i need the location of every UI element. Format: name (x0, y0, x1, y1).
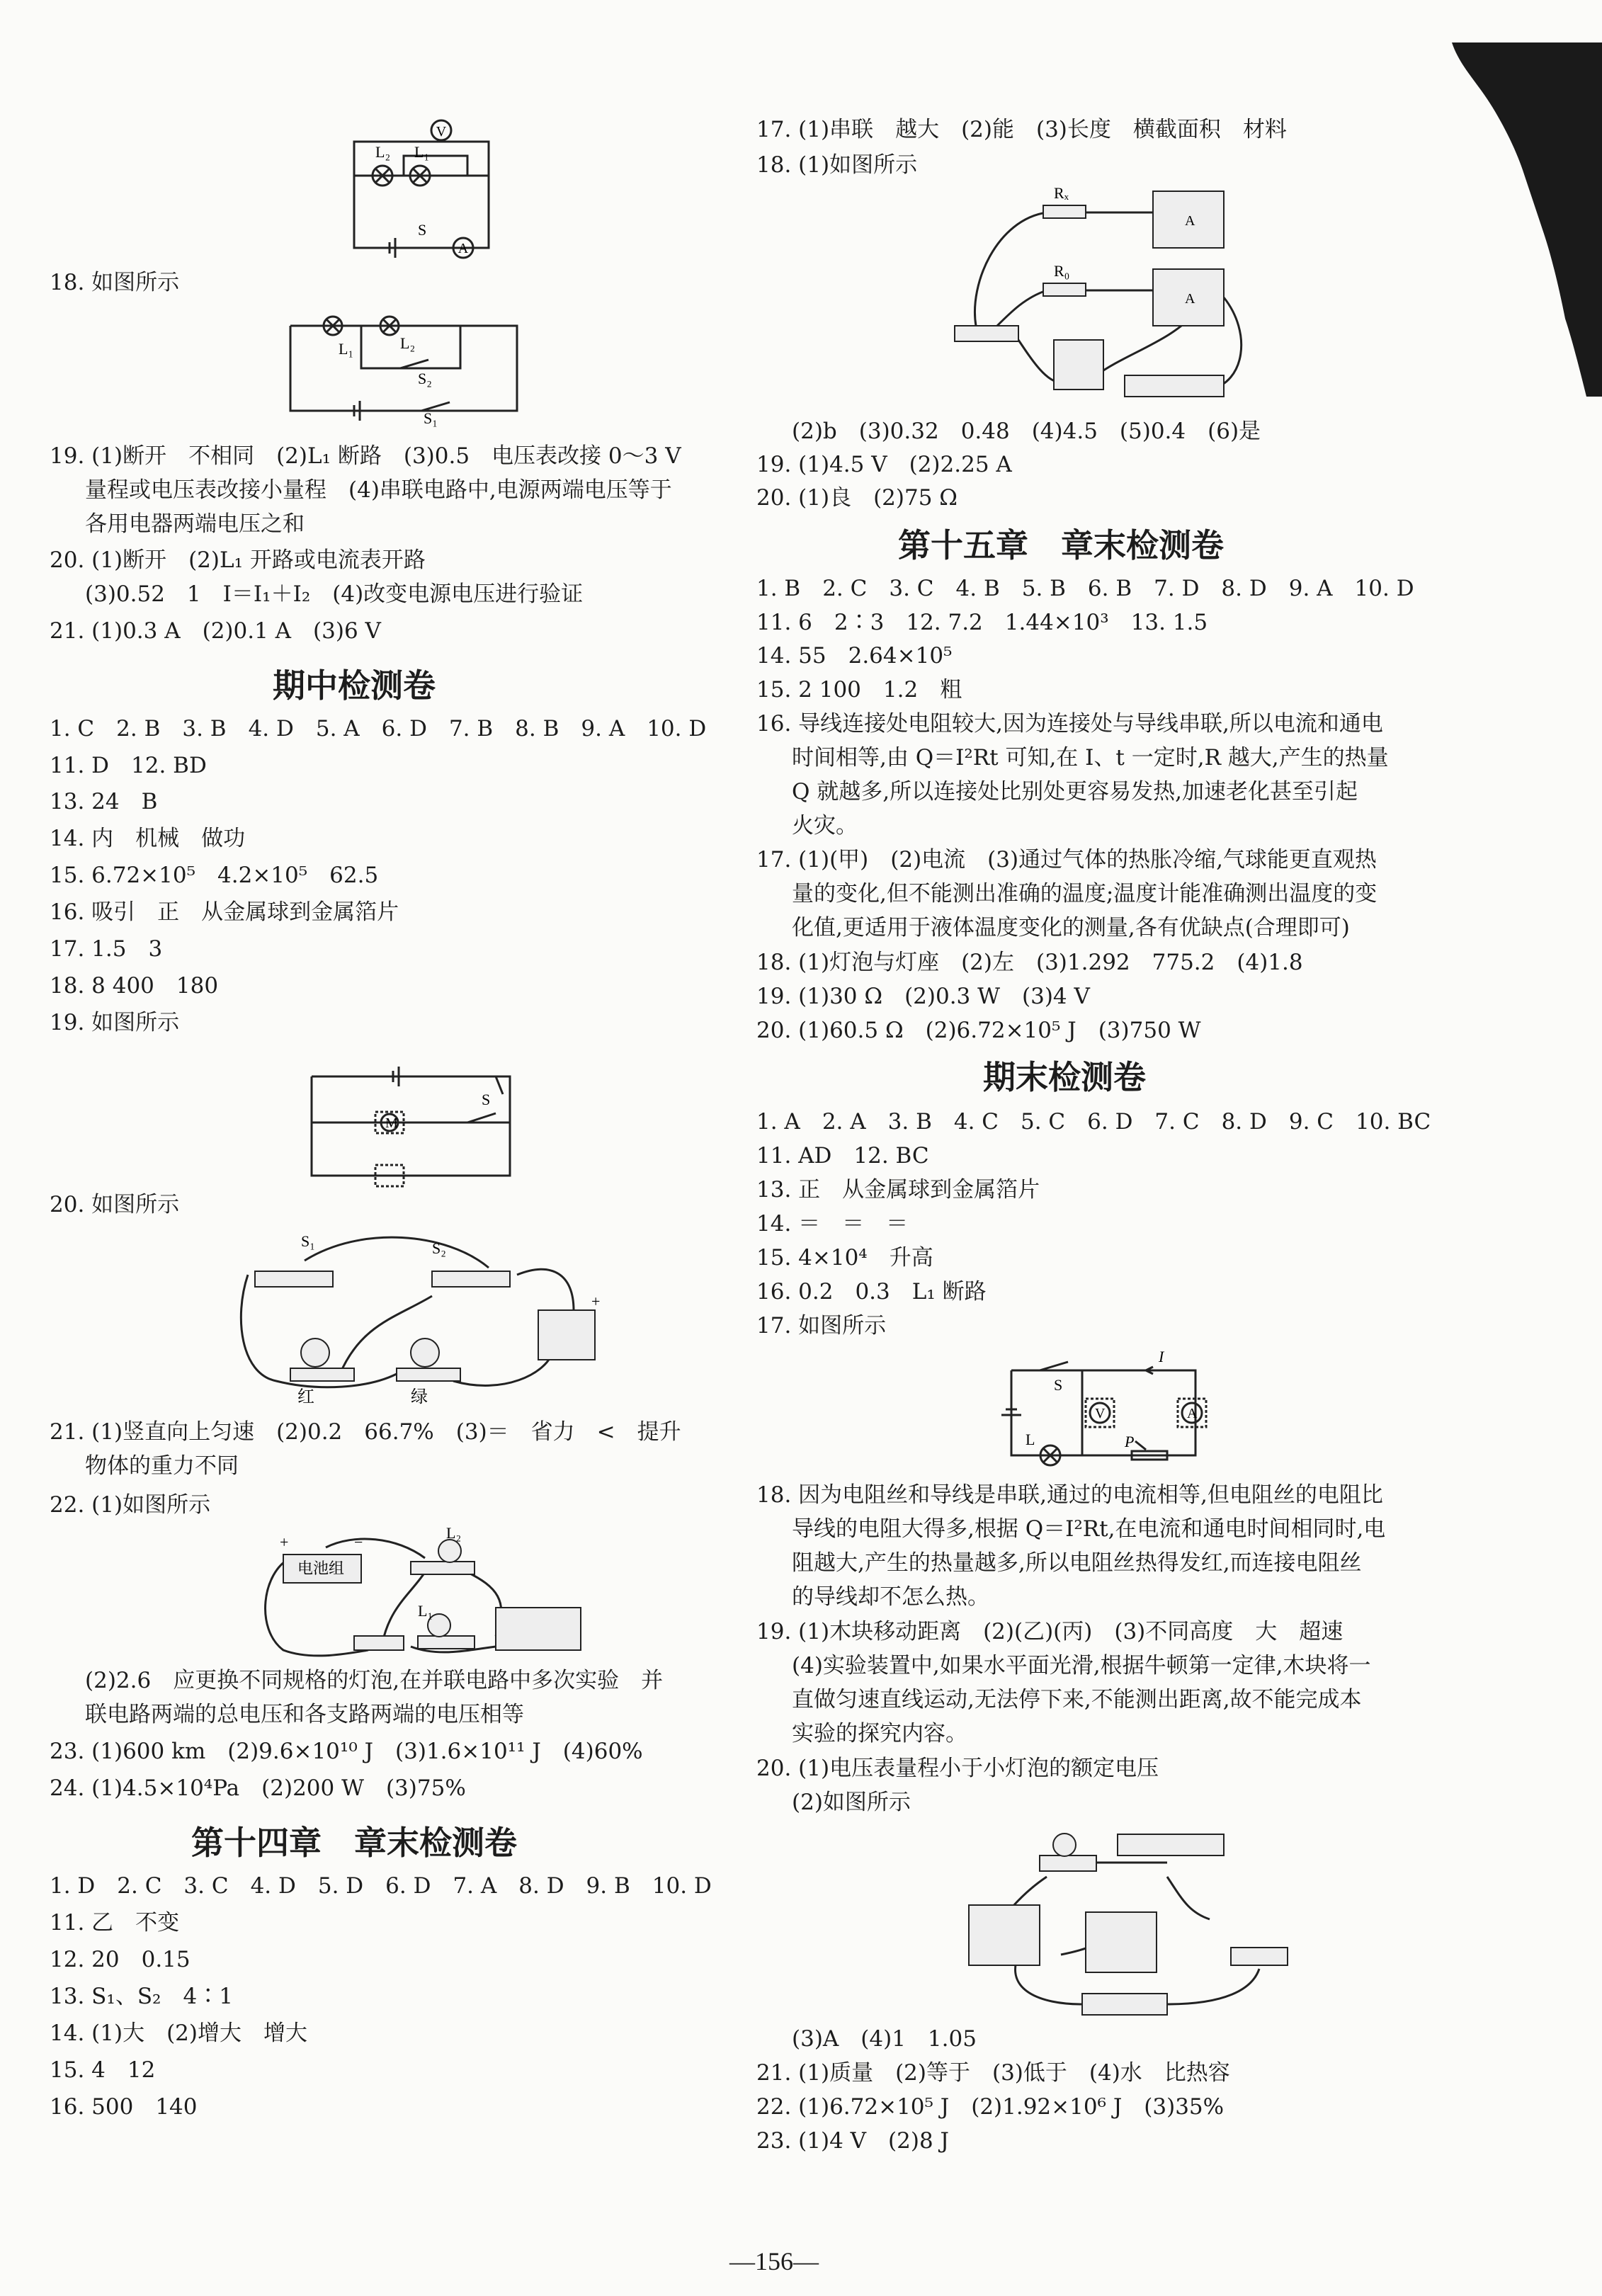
left-answer-line: 各用电器两端电压之和 (85, 511, 305, 537)
right-answer-line: 13. 正 从金属球到金属箔片 (756, 1177, 1040, 1203)
left-answer-line: 19. 如图所示 (50, 1010, 180, 1035)
right-answer-line: 20. (1)60.5 Ω (2)6.72×10⁵ J (3)750 W (756, 1018, 1201, 1043)
right-answer-line: 火灾。 (792, 813, 858, 839)
left-answer-line: 13. 24 B (50, 789, 158, 814)
left-answer-line: 18. 如图所示 (50, 270, 180, 295)
resistor-label-rx: Rₓ (1054, 184, 1069, 202)
right-answer-line: 1. B 2. C 3. C 4. B 5. B 6. B 7. D 8. D 9. A 10. D (756, 576, 1414, 601)
left-answer-line: 1. C 2. B 3. B 4. D 5. A 6. D 7. B 8. B 9. A 10. D (50, 716, 707, 741)
left-answer-line: 16. 吸引 正 从金属球到金属箔片 (50, 899, 399, 925)
left-answer-line: 15. 6.72×10⁵ 4.2×10⁵ 62.5 (50, 863, 379, 888)
right-answer-line: 量的变化,但不能测出准确的温度;温度计能准确测出温度的变 (792, 881, 1377, 907)
right-answer-line: 16. 0.2 0.3 L₁ 断路 (756, 1279, 987, 1305)
lamp-label-l1: L₁ (418, 1602, 433, 1620)
switch-label: S (418, 221, 427, 239)
right-answer-line: (3)A (4)1 1.05 (792, 2026, 977, 2052)
circuit-diagram-2 (276, 305, 531, 425)
voltmeter-label: V (436, 124, 447, 140)
right-answer-line: 19. (1)木块移动距离 (2)(乙)(丙) (3)不同高度 大 超速 (756, 1619, 1343, 1644)
heading-midterm: 期中检测卷 (273, 666, 436, 705)
torn-page-edge (1445, 0, 1602, 496)
right-answer-line: 21. (1)质量 (2)等于 (3)低于 (4)水 比热容 (756, 2060, 1230, 2086)
left-answer-line: 12. 20 0.15 (50, 1947, 191, 1972)
right-answer-line: 化值,更适用于液体温度变化的测量,各有优缺点(合理即可) (792, 915, 1350, 940)
switch-label-s2: S₂ (432, 1239, 446, 1257)
right-answer-line: 22. (1)6.72×10⁵ J (2)1.92×10⁶ J (3)35% (756, 2094, 1225, 2120)
right-answer-line: 18. (1)灯泡与灯座 (2)左 (3)1.292 775.2 (4)1.8 (756, 950, 1303, 975)
lamp-label-red: 红 (297, 1388, 314, 1406)
right-answer-line: 18. (1)如图所示 (756, 152, 918, 178)
circuit-diagram-7 (997, 1342, 1224, 1470)
circuit-diagram-3 (305, 1055, 538, 1190)
right-answer-line: 14. ＝ ＝ ＝ (756, 1211, 909, 1237)
right-answer-line: 11. AD 12. BC (756, 1143, 929, 1169)
right-answer-line: 14. 55 2.64×10⁵ (756, 643, 953, 669)
right-answer-line: 19. (1)4.5 V (2)2.25 A (756, 452, 1012, 477)
right-answer-line: (4)实验装置中,如果水平面光滑,根据牛顿第一定律,木块将一 (792, 1653, 1371, 1678)
right-answer-line: (2)如图所示 (792, 1790, 911, 1815)
circuit-diagram-1 (305, 113, 531, 255)
lamp-label-l2: L₂ (400, 334, 416, 352)
left-answer-line: 17. 1.5 3 (50, 936, 163, 962)
right-answer-line: 20. (1)良 (2)75 Ω (756, 485, 958, 511)
left-answer-line: (2)2.6 应更换不同规格的灯泡,在并联电路中多次实验 并 (85, 1668, 664, 1693)
left-answer-line: 量程或电压表改接小量程 (4)串联电路中,电源两端电压等于 (85, 477, 672, 503)
physical-circuit-5 (241, 1524, 609, 1664)
ammeter-label: A (458, 241, 469, 256)
lamp-label-green: 绿 (411, 1388, 428, 1406)
left-answer-line: 13. S₁、S₂ 4∶1 (50, 1984, 233, 2009)
left-answer-line: 22. (1)如图所示 (50, 1492, 211, 1518)
right-answer-line: 15. 2 100 1.2 粗 (756, 677, 962, 703)
right-answer-line: 23. (1)4 V (2)8 J (756, 2128, 949, 2154)
left-answer-line: 14. (1)大 (2)增大 增大 (50, 2021, 307, 2046)
page-number: —156— (729, 2247, 819, 2275)
ammeter-label-2: A (1185, 291, 1195, 307)
switch-label: S (1054, 1376, 1063, 1394)
physical-circuit-6 (955, 177, 1273, 411)
right-answer-line: 15. 4×10⁴ 升高 (756, 1245, 933, 1271)
slider-label: P (1125, 1433, 1135, 1450)
ammeter-label: A (1187, 1406, 1198, 1421)
battery-plus-label: + (591, 1292, 601, 1310)
battery-plus-label: + (280, 1533, 289, 1551)
switch-label-s1: S₁ (301, 1232, 315, 1250)
left-answer-line: 11. D 12. BD (50, 753, 207, 778)
right-answer-line: 时间相等,由 Q＝I²Rt 可知,在 I、t 一定时,R 越大,产生的热量 (792, 745, 1389, 771)
right-answer-line: Q 就越多,所以连接处比别处更容易发热,加速老化甚至引起 (792, 779, 1358, 805)
right-answer-line: 的导线却不怎么热。 (792, 1584, 989, 1610)
right-answer-line: 直做匀速直线运动,无法停下来,不能测出距离,故不能完成本 (792, 1687, 1362, 1712)
right-answer-line: 17. 如图所示 (756, 1313, 887, 1339)
left-answer-line: 物体的重力不同 (85, 1453, 239, 1479)
left-answer-line: 24. (1)4.5×10⁴Pa (2)200 W (3)75% (50, 1775, 466, 1801)
lamp-label-l2: L₂ (375, 143, 391, 161)
left-answer-line: 21. (1)竖直向上匀速 (2)0.2 66.7% (3)＝ 省力 < 提升 (50, 1419, 681, 1445)
lamp-label-l1: L₁ (339, 340, 354, 358)
left-answer-line: 联电路两端的总电压和各支路两端的电压相等 (85, 1702, 524, 1727)
right-answer-line: 11. 6 2∶3 12. 7.2 1.44×10³ 13. 1.5 (756, 610, 1208, 635)
motor-label: M (385, 1115, 398, 1131)
right-answer-line: 17. (1)串联 越大 (2)能 (3)长度 横截面积 材料 (756, 117, 1287, 142)
left-answer-line: 20. 如图所示 (50, 1192, 180, 1217)
left-answer-line: 18. 8 400 180 (50, 973, 219, 999)
right-answer-line: 17. (1)(甲) (2)电流 (3)通过气体的热胀冷缩,气球能更直观热 (756, 847, 1377, 873)
left-answer-line: 1. D 2. C 3. C 4. D 5. D 6. D 7. A 8. D 9. B 10. D (50, 1873, 712, 1899)
right-answer-line: 18. 因为电阻丝和导线是串联,通过的电流相等,但电阻丝的电阻比 (756, 1482, 1383, 1508)
right-answer-line: (2)b (3)0.32 0.48 (4)4.5 (5)0.4 (6)是 (792, 419, 1261, 444)
switch-label-s2: S₂ (418, 370, 432, 387)
left-answer-line: 15. 4 12 (50, 2057, 156, 2083)
voltmeter-label: V (1095, 1406, 1106, 1421)
current-label: I (1159, 1348, 1164, 1365)
switch-label-s1: S₁ (424, 409, 438, 427)
left-answer-line: 16. 500 140 (50, 2094, 198, 2120)
right-answer-line: 16. 导线连接处电阻较大,因为连接处与导线串联,所以电流和通电 (756, 711, 1383, 737)
physical-circuit-4 (220, 1232, 616, 1406)
left-answer-line: 14. 内 机械 做功 (50, 826, 246, 851)
right-answer-line: 实验的探究内容。 (792, 1721, 967, 1746)
ammeter-label-1: A (1185, 213, 1195, 229)
physical-circuit-8 (955, 1820, 1309, 2018)
heading-final: 期末检测卷 (983, 1058, 1146, 1096)
right-answer-line: 19. (1)30 Ω (2)0.3 W (3)4 V (756, 984, 1090, 1009)
right-answer-line: 阻越大,产生的热量越多,所以电阻丝热得发红,而连接电阻丝 (792, 1550, 1362, 1576)
left-answer-line: 20. (1)断开 (2)L₁ 开路或电流表开路 (50, 547, 426, 573)
lamp-label-l2: L₂ (446, 1524, 462, 1542)
left-answer-line: (3)0.52 1 I＝I₁＋I₂ (4)改变电源电压进行验证 (85, 581, 584, 607)
left-answer-line: 23. (1)600 km (2)9.6×10¹⁰ J (3)1.6×10¹¹ J (4)60% (50, 1739, 643, 1764)
left-answer-line: 21. (1)0.3 A (2)0.1 A (3)6 V (50, 618, 381, 644)
left-answer-line: 11. 乙 不变 (50, 1910, 180, 1936)
heading-chapter-14: 第十四章 章末检测卷 (191, 1824, 517, 1862)
battery-label: 电池组 (297, 1559, 345, 1577)
lamp-label-l1: L₁ (414, 143, 430, 161)
heading-chapter-15: 第十五章 章末检测卷 (898, 526, 1224, 564)
right-answer-line: 20. (1)电压表量程小于小灯泡的额定电压 (756, 1756, 1159, 1781)
battery-minus-label: − (354, 1533, 363, 1551)
right-answer-line: 导线的电阻大得多,根据 Q＝I²Rt,在电流和通电时间相同时,电 (792, 1516, 1386, 1542)
left-answer-line: 19. (1)断开 不相同 (2)L₁ 断路 (3)0.5 电压表改接 0～3 V (50, 443, 681, 469)
right-answer-line: 1. A 2. A 3. B 4. C 5. C 6. D 7. C 8. D 9. C 10. BC (756, 1109, 1431, 1135)
resistor-label-r0: R₀ (1054, 262, 1070, 280)
lamp-label: L (1026, 1431, 1035, 1448)
switch-label: S (482, 1091, 491, 1108)
